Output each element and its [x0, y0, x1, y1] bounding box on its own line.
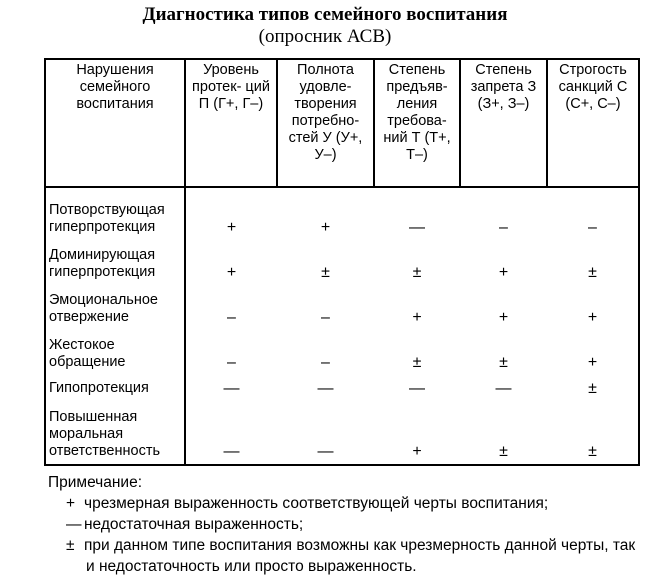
row-label: Жестокое обращение — [45, 326, 185, 371]
cell-value: – — [321, 308, 330, 326]
note-symbol: + — [66, 495, 76, 512]
note-item — [48, 535, 643, 577]
cell-value: ± — [547, 236, 639, 281]
header-col-prohibition: Степень запрета З (З+, З–) — [460, 59, 547, 187]
header-corner: Нарушения семейного воспитания — [45, 59, 185, 187]
notes-section — [48, 472, 643, 577]
cell-value: ± — [460, 397, 547, 465]
header-col-sanctions: Строгость санкций С (С+, С–) — [547, 59, 639, 187]
table-row — [45, 281, 639, 326]
cell-value: – — [227, 353, 236, 371]
table-row — [45, 187, 639, 236]
cell-value: + — [547, 326, 639, 371]
cell-value: ± — [412, 353, 422, 371]
row-label: Потворствующая гиперпротекция — [45, 187, 185, 236]
note-text: при данном типе воспитания возможны как чрезмерность данной черты, так и недостаточность или просто выраженность. — [84, 537, 636, 575]
cell-value: – — [321, 353, 330, 371]
note-symbol: ± — [66, 537, 75, 554]
cell-value: ± — [547, 397, 639, 465]
document-title: Диагностика типов семейного воспитания — [142, 4, 508, 25]
cell-value: — — [317, 380, 334, 398]
cell-value: + — [547, 281, 639, 326]
cell-value: ± — [547, 371, 639, 397]
header-col-protection: Уровень протек- ций П (Г+, Г–) — [185, 59, 277, 187]
asv-table — [44, 58, 640, 466]
cell-value: + — [320, 219, 331, 237]
note-text: недостаточная выраженность; — [84, 516, 304, 533]
note-text: чрезмерная выраженность соответствующей черты воспитания; — [84, 495, 549, 512]
cell-value: – — [499, 219, 508, 237]
cell-value: + — [374, 397, 460, 465]
cell-value: — — [495, 380, 512, 398]
cell-value: – — [227, 308, 236, 326]
cell-value: ± — [412, 264, 422, 282]
cell-value: ± — [321, 264, 330, 282]
cell-value: + — [412, 308, 422, 326]
note-symbol: — — [66, 516, 82, 533]
note-item — [48, 493, 643, 514]
cell-value: – — [547, 187, 639, 236]
header-col-needs: Полнота удовле- творения потребно- стей У (У+, У–) — [277, 59, 374, 187]
row-label: Доминирующая гиперпротекция — [45, 236, 185, 281]
row-label: Эмоциональное отвержение — [45, 281, 185, 326]
cell-value: — — [409, 380, 425, 398]
cell-value: — — [409, 219, 425, 237]
note-item — [48, 514, 643, 535]
table-row — [45, 371, 639, 397]
table-row — [45, 397, 639, 465]
table-row — [45, 236, 639, 281]
cell-value: ± — [499, 353, 508, 371]
cell-value: + — [498, 308, 509, 326]
notes-heading: Примечание: — [48, 474, 143, 491]
document-subtitle: (опросник АСВ) — [258, 26, 392, 47]
row-label: Гипопротекция — [45, 371, 185, 397]
cell-value: — — [223, 380, 240, 398]
header-col-demands: Степень предъяв- ления требова- ний Т (Т+, Т–) — [374, 59, 460, 187]
cell-value: — — [185, 397, 277, 465]
table-header-row — [45, 59, 639, 187]
table-row — [45, 326, 639, 371]
cell-value: — — [277, 397, 374, 465]
cell-value: + — [226, 264, 237, 282]
cell-value: + — [226, 219, 237, 237]
cell-value: + — [498, 264, 509, 282]
row-label: Повышенная моральная ответственность — [45, 397, 185, 465]
